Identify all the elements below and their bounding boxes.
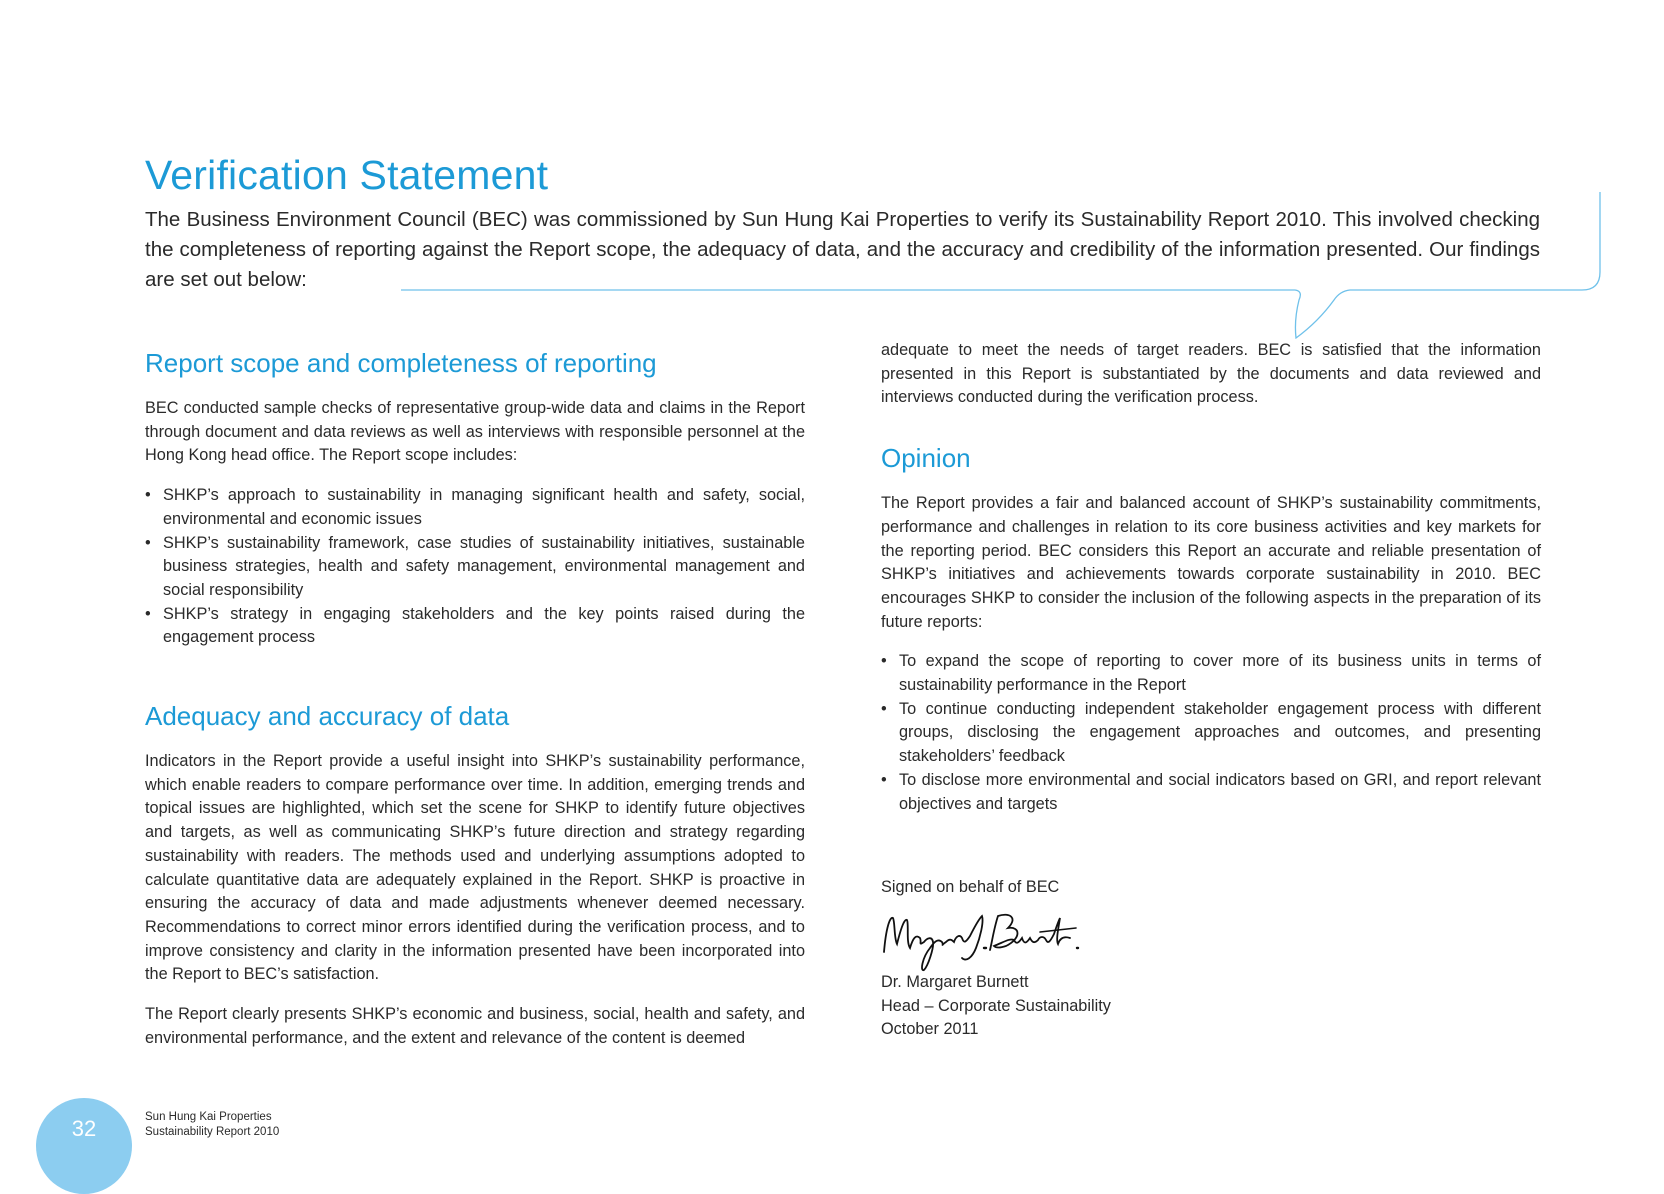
signed-on-behalf: Signed on behalf of BEC [881,878,1060,896]
adequacy-paragraph: Indicators in the Report provide a useful insight into SHKP’s sustainability performance, which enable readers to compare performance over time. In addition, emerging trends and topical issues are highlighted, which set the scene for SHKP to identify future objectives and targets, as well as communicating SHKP’s future direction and strategy regarding sustainability with readers. The methods used and underlying assumptions adopted to calculate quantitative data are adequately explained in the Report. SHKP is proactive in ensuring the accuracy of data and made adjustments whenever deemed necessary. Recommendations to correct minor errors identified during the verification process, and to improve consistency and clarity in the information presented have been incorporated into the Report to BEC’s satisfaction. [145,752,805,984]
scope-heading: Report scope and completeness of reporting [145,348,657,378]
opinion-paragraph: The Report provides a fair and balanced account of SHKP’s sustainability commitments, performance and challenges in relation to its core business activities and key markets for the reporting period. BEC considers this Report an accurate and reliable presentation of SHKP’s initiatives and achievements towards corporate sustainability in 2010. BEC encourages SHKP to consider the inclusion of the following aspects in the preparation of its future reports: [881,494,1541,631]
list-item [145,484,805,531]
signer-block [881,971,1111,1042]
left-column [145,345,805,1050]
continued-paragraph: adequate to meet the needs of target readers. BEC is satisfied that the information presented in this Report is substantiated by the documents and data reviewed and interviews conducted during the verification process. [881,341,1541,407]
bullet-marker: • [145,604,151,623]
signed-date: October 2011 [881,1020,979,1039]
bullet-marker: • [881,652,887,671]
list-item [881,769,1541,816]
page-number-circle [36,1098,132,1194]
list-item [881,698,1541,769]
adequacy-heading: Adequacy and accuracy of data [145,701,510,732]
page-number: 32 [71,1116,97,1141]
list-item-text: To continue conducting independent stakeholder engagement process with different groups, disclosing the engagement approaches and outcomes, and presenting stakeholders’ feedback [899,699,1541,766]
list-item [881,650,1541,697]
list-item-text: SHKP’s strategy in engaging stakeholders and the key points raised during the engagement process [163,604,805,647]
list-item-text: SHKP’s sustainability framework, case studies of sustainability initiatives, sustainable business strategies, health and safety management, environmental management and social responsibility [163,533,805,599]
footer-company: Sun Hung Kai Properties [145,1111,272,1123]
signer-title: Head – Corporate Sustainability [881,996,1111,1015]
list-item-text: To expand the scope of reporting to cover more of its business units in terms of sustainability performance in the Report [899,652,1541,695]
signer-name: Dr. Margaret Burnett [881,973,1029,991]
opinion-bullet-list [881,650,1541,816]
handwritten-signature [880,908,1080,974]
scope-paragraph: BEC conducted sample checks of representative group-wide data and claims in the Report through document and data reviews as well as interviews with responsible personnel at the Hong Kong head office. The Report scope includes: [145,399,805,465]
intro-paragraph: The Business Environment Council (BEC) was commissioned by Sun Hung Kai Properties to verify its Sustainability Report 2010. This involved checking the completeness of reporting against the Report scope, the adequacy of data, and the accuracy and credibility of the information presented. Our findings are set out below: [145,208,1540,291]
page-title: Verification Statement [145,152,549,198]
opinion-heading: Opinion [881,443,971,474]
bullet-marker: • [145,533,151,552]
scope-bullet-list [145,484,805,650]
footer-report-name: Sustainability Report 2010 [145,1126,280,1138]
list-item [145,603,805,650]
footer [145,1110,279,1140]
right-column [881,341,1541,816]
list-item [145,532,805,603]
bullet-marker: • [881,699,887,718]
list-item-text: To disclose more environmental and social indicators based on GRI, and report relevant objectives and targets [899,770,1541,813]
bullet-marker: • [881,770,887,789]
list-item-text: SHKP’s approach to sustainability in managing significant health and safety, social, environmental and economic issues [163,486,805,528]
bullet-marker: • [145,486,151,505]
adequacy-paragraph-continued: The Report clearly presents SHKP’s economic and business, social, health and safety, and environmental performance, and the extent and relevance of the content is deemed [145,1005,805,1047]
